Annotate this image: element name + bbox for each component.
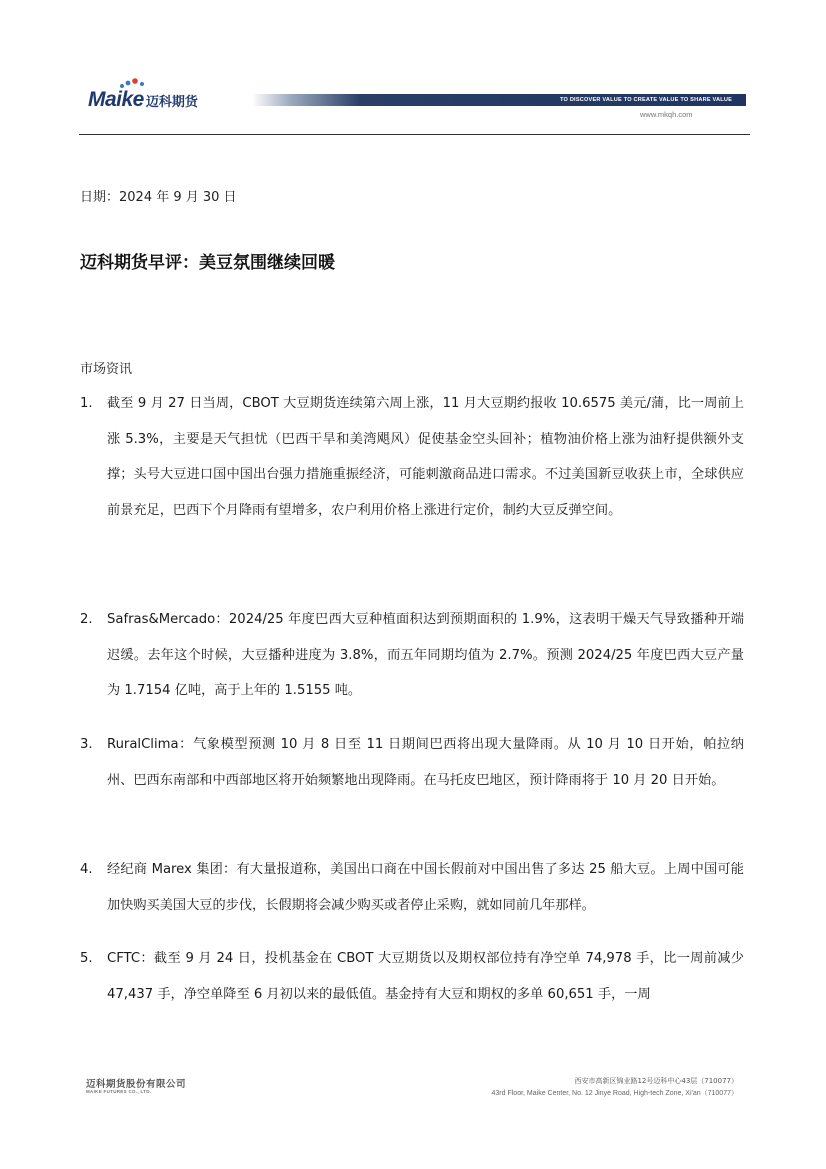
page-title: 迈科期货早评：美豆氛围继续回暖 [80, 253, 335, 273]
footer-company-name: 迈科期货股份有限公司 [86, 1079, 187, 1090]
list-item [80, 852, 744, 923]
logo-brand-cn: 迈科期货 [145, 94, 198, 110]
footer-address-cn: 西安市高新区锦业路12号迈科中心43层（710077） [574, 1077, 738, 1085]
list-item-number: 5. [80, 951, 93, 966]
list-item-text: RuralClima：气象模型预测 10 月 8 日至 11 日期间巴西将出现大量降雨。从 10 月 10 日开始，帕拉纳州、巴西东南部和中西部地区将开始频繁地出现降雨。在马托皮巴地区，预计降雨将于 10 月 20 日开始。 [107, 737, 744, 788]
list-item [80, 602, 744, 709]
list-item-text: CFTC：截至 9 月 24 日，投机基金在 CBOT 大豆期货以及期权部位持有净空单 74,978 手，比一周前减少 47,437 手，净空单降至 6 月初以来的最低值。基金持有大豆和期权的多单 60,651 手，一周 [107, 951, 744, 1002]
header-divider [79, 134, 750, 135]
section-heading: 市场资讯 [80, 362, 133, 377]
footer-company-name-en: MAIKE FUTURES CO., LTD. [86, 1089, 152, 1094]
list-item [80, 941, 744, 1012]
list-item [80, 727, 744, 798]
tagline: TO DISCOVER VALUE TO CREATE VALUE TO SHARE VALUE [560, 97, 733, 103]
company-logo [88, 88, 198, 112]
list-item-number: 4. [80, 862, 93, 877]
list-item-text: 截至 9 月 27 日当周，CBOT 大豆期货连续第六周上涨，11 月大豆期约报收 10.6575 美元/蒲，比一周前上涨 5.3%，主要是天气担忧（巴西干旱和美湾飓风）促使基金空头回补；植物油价格上涨为油籽提供额外支撑；头号大豆进口国中国出台强力措施重振经济，可能刺激商品进口需求。不过美国新豆收获上市，全球供应前景充足，巴西下个月降雨有望增多，农户利用价格上涨进行定价，制约大豆反弹空间。 [107, 396, 744, 518]
list-item-number: 3. [80, 737, 93, 752]
footer-address-en: 43rd Floor, Maike Center, No. 12 Jinye Road, High-tech Zone, Xi'an（710077） [491, 1090, 738, 1097]
list-item-text: Safras&Mercado：2024/25 年度巴西大豆种植面积达到预期面积的 1.9%，这表明干燥天气导致播种开端迟缓。去年这个时候，大豆播种进度为 3.8%，而五年同期均值为 2.7%。预测 2024/25 年度巴西大豆产量为 1.7154 亿吨，高于上年的 1.5155 吨。 [107, 612, 744, 698]
website-url: www.mkqh.com [640, 110, 693, 119]
list-item-text: 经纪商 Marex 集团：有大量报道称，美国出口商在中国长假前对中国出售了多达 25 船大豆。上周中国可能加快购买美国大豆的步伐，长假期将会减少购买或者停止采购，就如同前几年那样。 [107, 862, 744, 913]
logo-brand: Maike [88, 88, 144, 111]
list-item-number: 1. [80, 396, 93, 411]
report-date: 日期：2024 年 9 月 30 日 [80, 190, 237, 205]
list-item [80, 386, 744, 528]
list-item-number: 2. [80, 612, 93, 627]
